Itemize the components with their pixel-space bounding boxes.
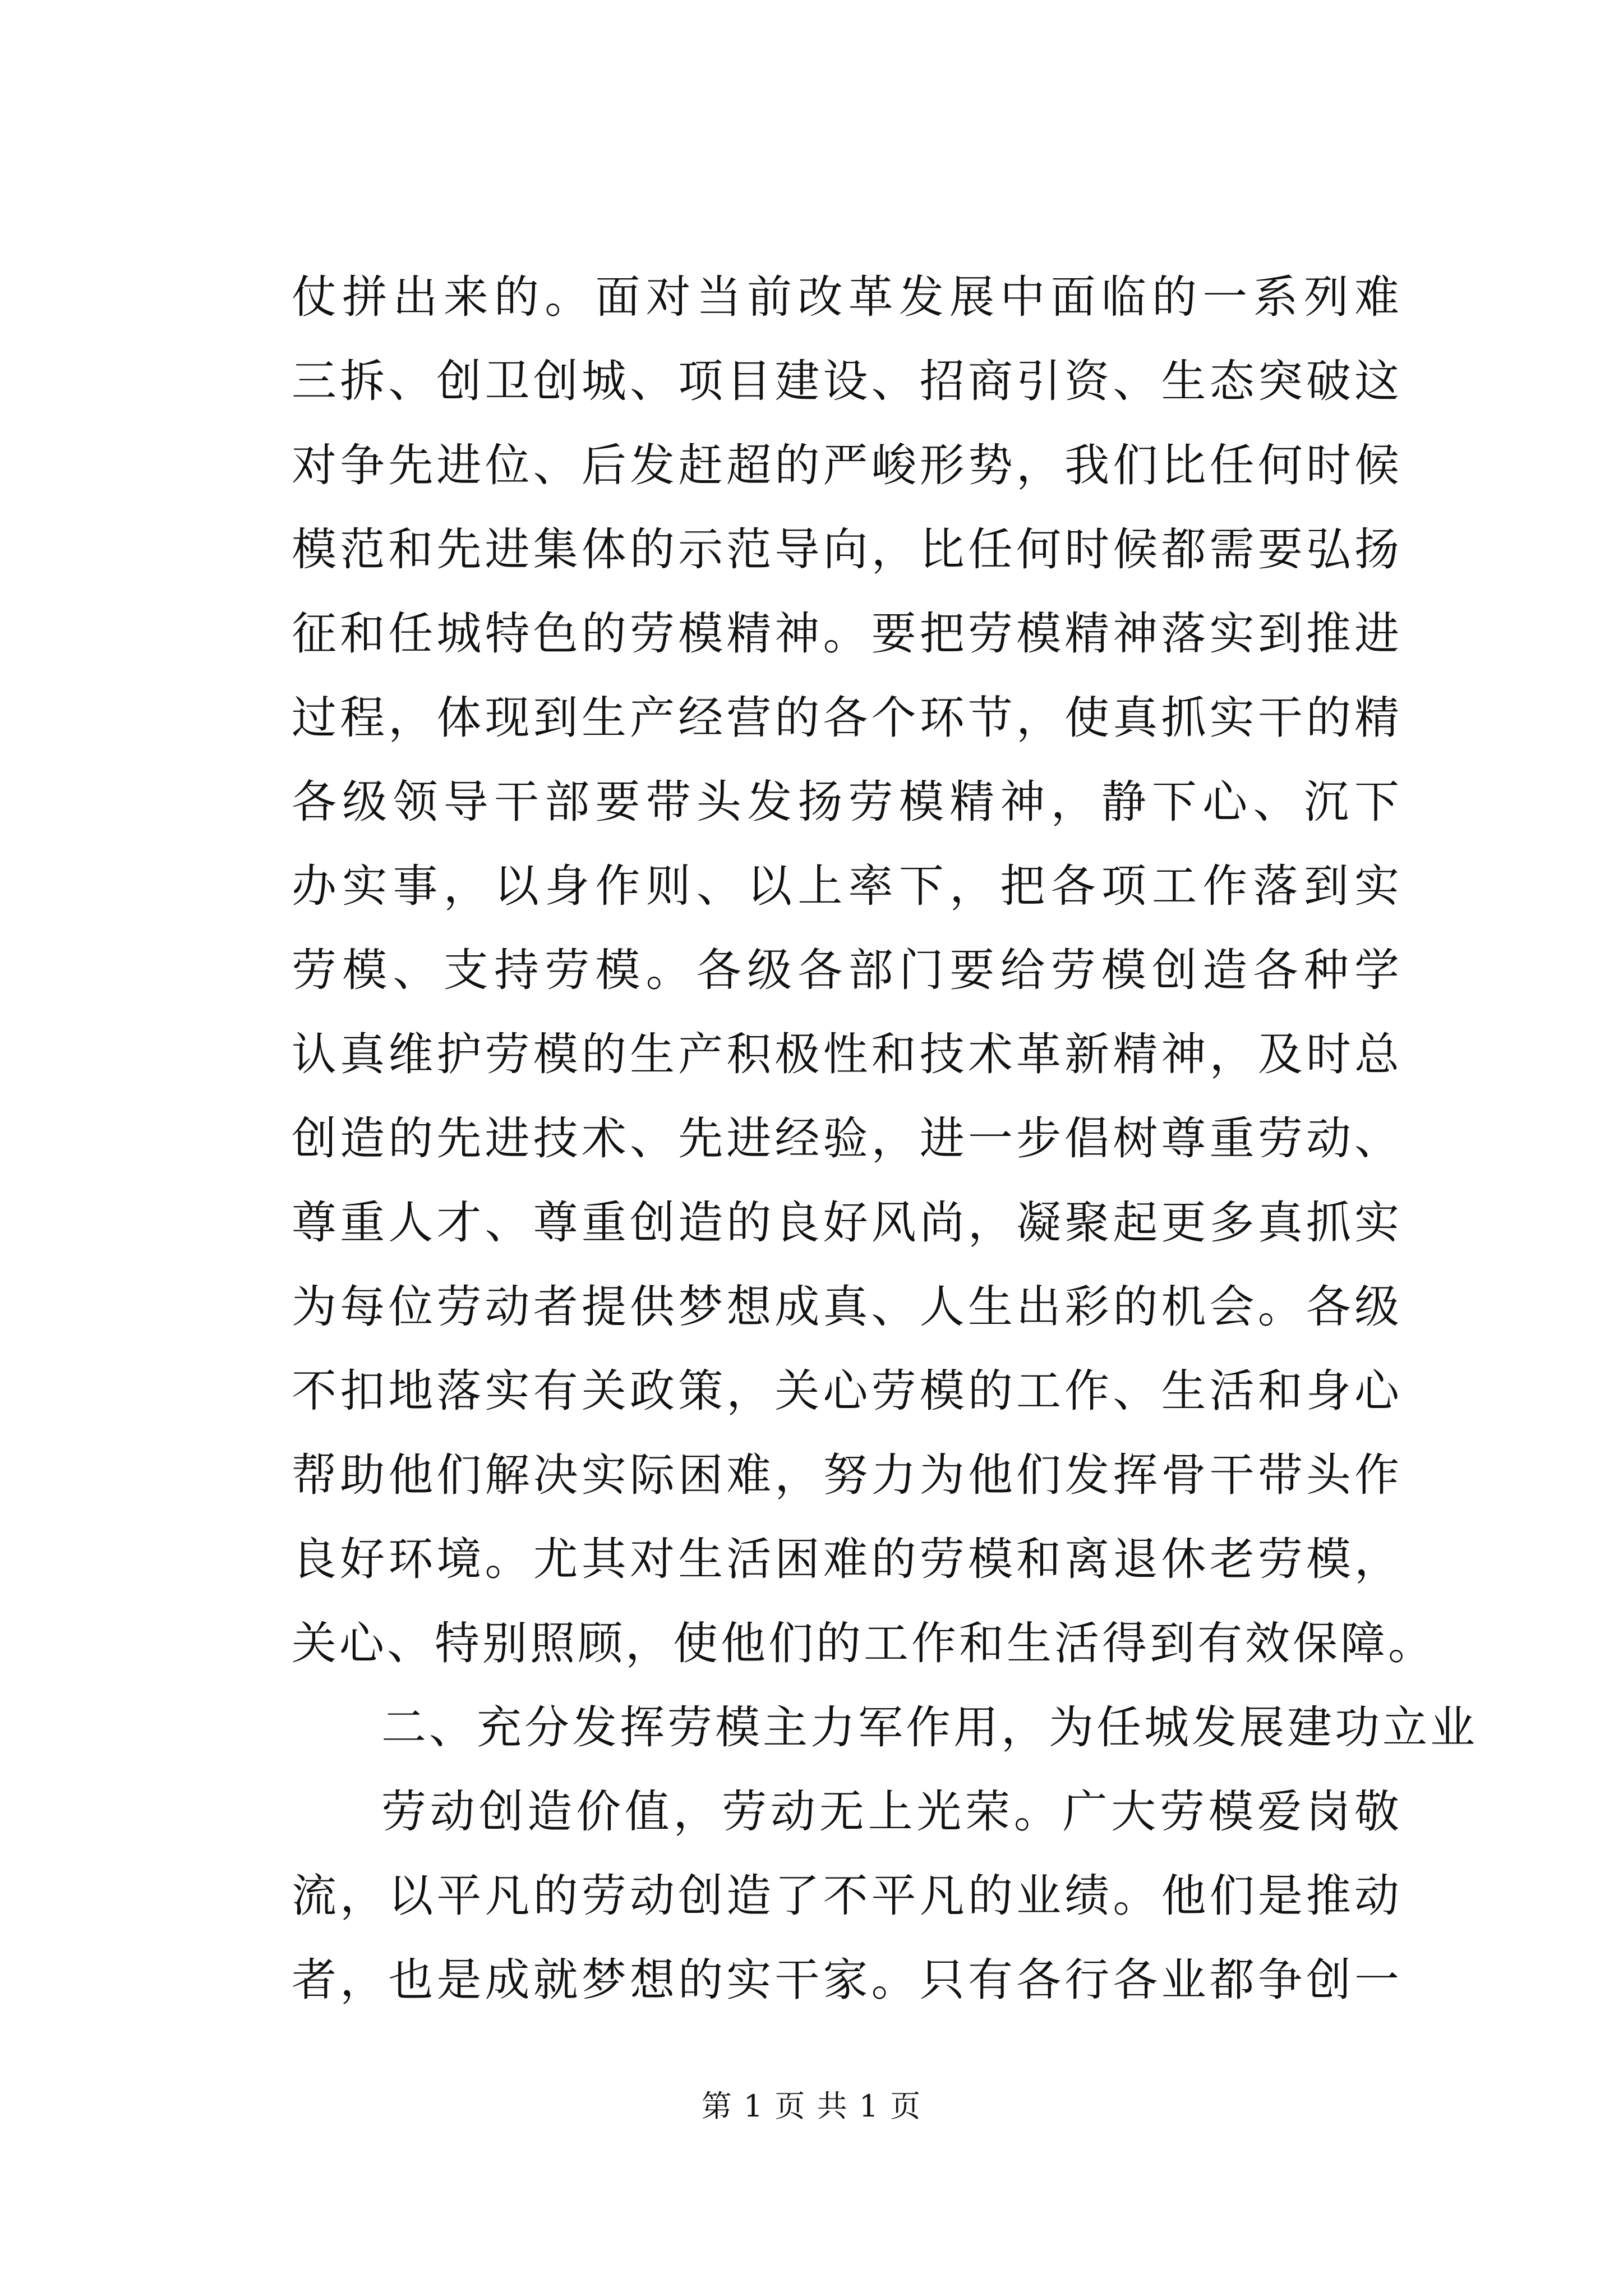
paragraph-line: 三拆、创卫创城、项目建设、招商引资、生态突破这 xyxy=(292,355,1402,407)
paragraph-line: 者，也是成就梦想的实干家。只有各行各业都争创一 xyxy=(292,1954,1402,2006)
paragraph-line: 劳动创造价值，劳动无上光荣。广大劳模爱岗敬 xyxy=(381,1786,1402,1838)
document-body xyxy=(292,255,1478,2022)
paragraph-line: 劳模、支持劳模。各级各部门要给劳模创造各种学 xyxy=(292,944,1402,996)
page-footer: 第 1 页 共 1 页 xyxy=(701,2088,922,2124)
paragraph-line: 流，以平凡的劳动创造了不平凡的业绩。他们是推动 xyxy=(292,1870,1402,1922)
paragraph-line: 关心、特别照顾，使他们的工作和生活得到有效保障。 xyxy=(292,1617,1436,1669)
section-heading: 二、充分发挥劳模主力军作用，为任城发展建功立业 xyxy=(381,1701,1478,1754)
paragraph-line: 征和任城特色的劳模精神。要把劳模精神落实到推进 xyxy=(292,608,1402,660)
paragraph-line: 尊重人才、尊重创造的良好风尚，凝聚起更多真抓实 xyxy=(292,1197,1402,1249)
paragraph-line: 为每位劳动者提供梦想成真、人生出彩的机会。各级 xyxy=(292,1281,1402,1333)
paragraph-line: 模范和先进集体的示范导向，比任何时候都需要弘扬 xyxy=(292,523,1402,576)
paragraph-line: 帮助他们解决实际困难，努力为他们发挥骨干带头作 xyxy=(292,1449,1402,1501)
paragraph-line: 对争先进位、后发赶超的严峻形势，我们比任何时候 xyxy=(292,439,1402,491)
paragraph-line: 过程，体现到生产经营的各个环节，使真抓实干的精 xyxy=(292,692,1402,744)
paragraph-line: 良好环境。尤其对生活困难的劳模和离退休老劳模， xyxy=(292,1533,1402,1585)
paragraph-line: 仗拼出来的。面对当前改革发展中面临的一系列难 xyxy=(292,271,1402,323)
paragraph-line: 不扣地落实有关政策，关心劳模的工作、生活和身心 xyxy=(292,1365,1402,1417)
paragraph-line: 办实事，以身作则、以上率下，把各项工作落到实 xyxy=(292,860,1402,912)
paragraph-line: 认真维护劳模的生产积极性和技术革新精神，及时总 xyxy=(292,1028,1402,1080)
paragraph-line: 各级领导干部要带头发扬劳模精神，静下心、沉下 xyxy=(292,776,1402,828)
paragraph-line: 创造的先进技术、先进经验，进一步倡树尊重劳动、 xyxy=(292,1112,1402,1165)
